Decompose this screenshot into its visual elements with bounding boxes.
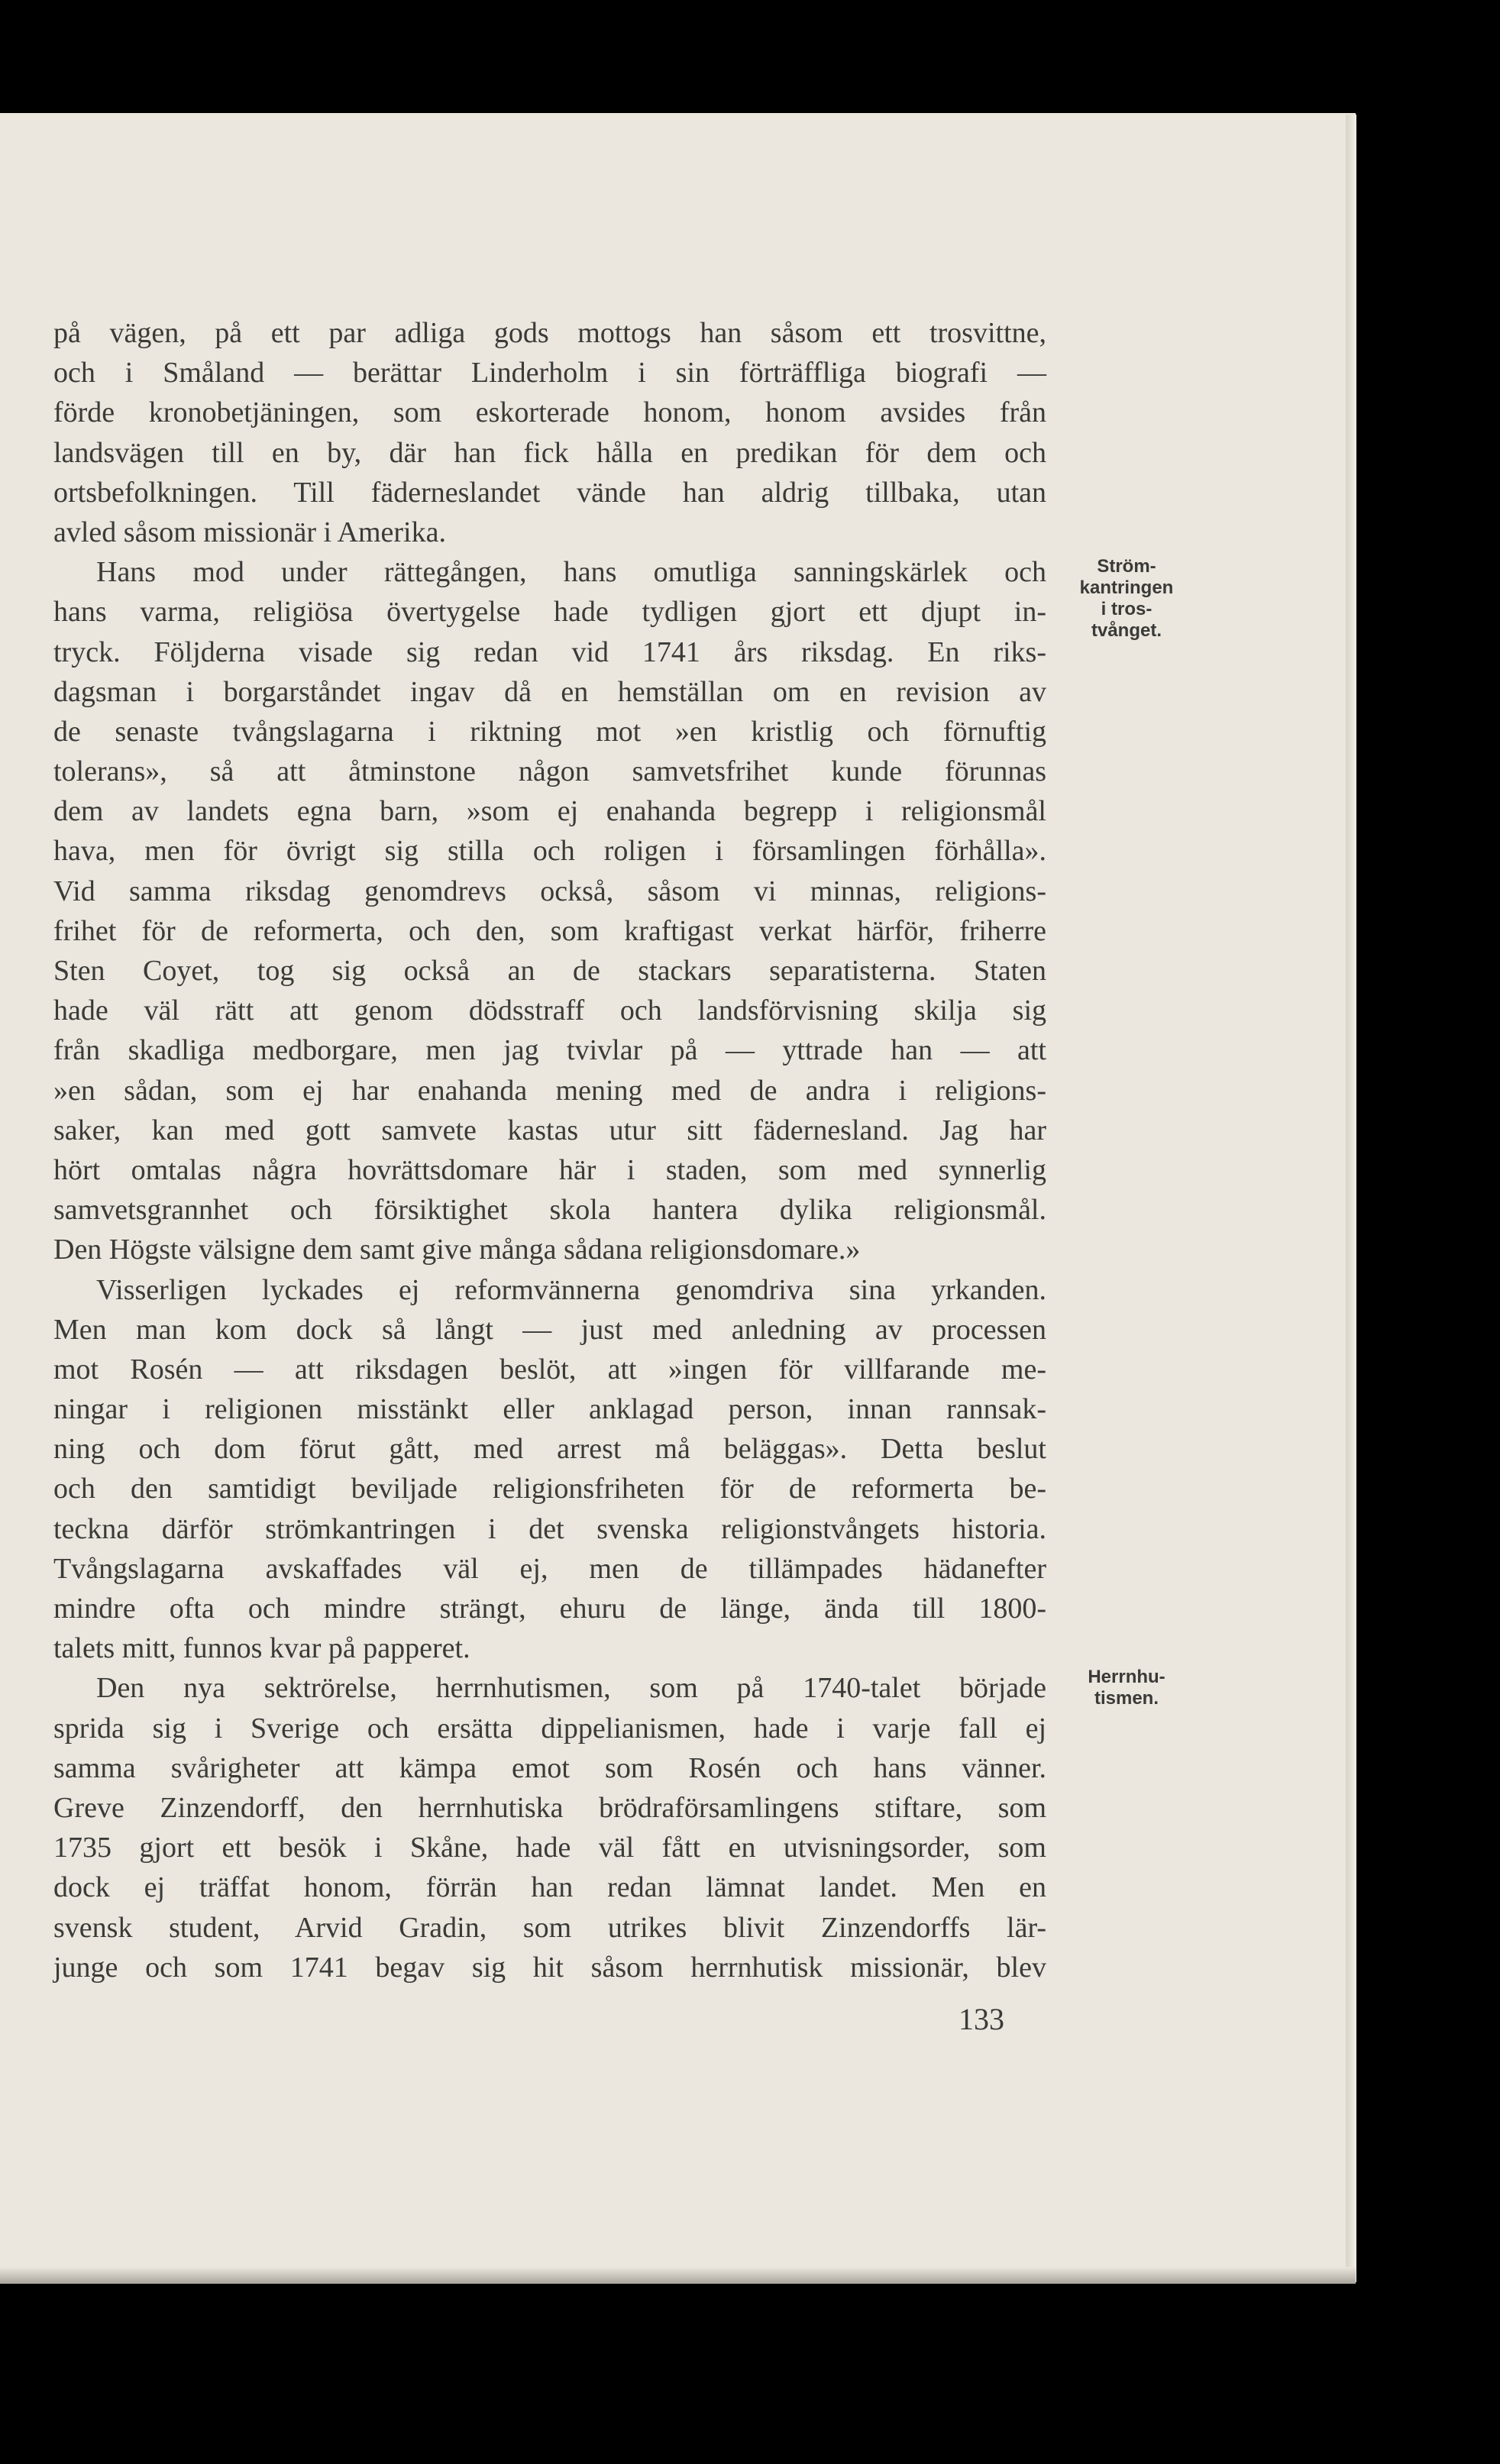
text-line: tryck. Följderna visade sig redan vid 1741 års riksdag. En riks- (53, 635, 1046, 668)
text-line: och den samtidigt beviljade religionsfriheten för de reformerta be- (53, 1473, 1046, 1505)
text-line: hört omtalas några hovrättsdomare här i staden, som med synnerlig (53, 1153, 1046, 1186)
text-line: ning och dom förut gått, med arrest må beläggas». Detta beslut (53, 1433, 1046, 1466)
text-line: avled såsom missionär i Amerika. (53, 516, 446, 548)
text-line: Den nya sektrörelse, herrnhutismen, som på 1740-talet började (96, 1672, 1046, 1705)
text-line: samvetsgrannhet och försiktighet skola hantera dylika religionsmål. (53, 1194, 1046, 1227)
text-line: hava, men för övrigt sig stilla och roligen i församlingen förhålla». (53, 835, 1046, 868)
text-line: mot Rosén — att riksdagen beslöt, att »ingen för villfarande me- (53, 1353, 1046, 1386)
text-line: samma svårigheter att kämpa emot som Rosén och hans vänner. (53, 1751, 1046, 1784)
text-line: saker, kan med gott samvete kastas utur sitt fädernesland. Jag har (53, 1114, 1046, 1146)
page-number: 133 (959, 2002, 1004, 2036)
text-line: Sten Coyet, tog sig också an de stackars separatisterna. Staten (53, 955, 1046, 987)
text-line: Den Högste välsigne dem samt give många sådana religionsdomare.» (53, 1234, 861, 1266)
text-line: och i Småland — berättar Linderholm i sin förträffliga biografi — (53, 357, 1046, 390)
text-line: teckna därför strömkantringen i det svenska religionstvångets historia. (53, 1512, 1046, 1545)
text-line: ortsbefolkningen. Till fäderneslandet vände han aldrig tillbaka, utan (53, 476, 1046, 509)
margin-note-herrnhutismen: Herrnhu- tismen. (1088, 1667, 1165, 1709)
text-line: på vägen, på ett par adliga gods mottogs han såsom ett trosvittne, (53, 317, 1046, 349)
text-line: junge och som 1741 begav sig hit såsom herrnhutisk missionär, blev (53, 1951, 1046, 1984)
text-line: från skadliga medborgare, men jag tvivlar på — yttrade han — att (53, 1034, 1046, 1067)
text-line: Men man kom dock så långt — just med anledning av processen (53, 1313, 1046, 1346)
text-line: hans varma, religiösa övertygelse hade tydligen gjort ett djupt in- (53, 596, 1046, 629)
text-line: mindre ofta och mindre strängt, ehuru de länge, ända till 1800- (53, 1593, 1046, 1625)
page-bottom-shadow (0, 2267, 1356, 2284)
text-line: landsvägen till en by, där han fick hålla en predikan för dem och (53, 436, 1046, 469)
text-line: frihet för de reformerta, och den, som kraftigast verkat härför, friherre (53, 914, 1046, 947)
text-line: Tvångslagarna avskaffades väl ej, men de tillämpades hädanefter (53, 1552, 1046, 1585)
text-line: sprida sig i Sverige och ersätta dippelianismen, hade i varje fall ej (53, 1712, 1046, 1745)
text-line: ningar i religionen misstänkt eller anklagad person, innan rannsak- (53, 1393, 1046, 1426)
text-line: tolerans», så att åtminstone någon samvetsfrihet kunde förunnas (53, 755, 1046, 788)
text-line: hade väl rätt att genom dödsstraff och landsförvisning skilja sig (53, 994, 1046, 1027)
body-text (53, 313, 1046, 1987)
text-line: dock ej träffat honom, förrän han redan lämnat landet. Men en (53, 1871, 1046, 1904)
text-line: Hans mod under rättegången, hans omutliga sanningskärlek och (96, 556, 1046, 589)
text-line: »en sådan, som ej har enahanda mening med de andra i religions- (53, 1074, 1046, 1107)
text-line: dem av landets egna barn, »som ej enahanda begrepp i religionsmål (53, 795, 1046, 828)
text-line: svensk student, Arvid Gradin, som utrikes blivit Zinzendorffs lär- (53, 1911, 1046, 1944)
page-edge (1346, 115, 1356, 2282)
text-line: talets mitt, funnos kvar på papperet. (53, 1632, 470, 1665)
text-line: de senaste tvångslagarna i riktning mot »en kristlig och förnuftig (53, 715, 1046, 748)
text-line: 1735 gjort ett besök i Skåne, hade väl fått en utvisningsorder, som (53, 1832, 1046, 1864)
text-line: dagsman i borgarståndet ingav då en hemställan om en revision av (53, 675, 1046, 708)
margin-note-stromkantringen: Ström- kantringen i tros- tvånget. (1079, 556, 1174, 641)
text-line: Vid samma riksdag genomdrevs också, såsom vi minnas, religions- (53, 875, 1046, 907)
text-line: Greve Zinzendorff, den herrnhutiska brödraförsamlingens stiftare, som (53, 1791, 1046, 1824)
text-line: förde kronobetjäningen, som eskorterade honom, honom avsides från (53, 396, 1046, 429)
text-line: Visserligen lyckades ej reformvännerna genomdriva sina yrkanden. (96, 1273, 1046, 1306)
